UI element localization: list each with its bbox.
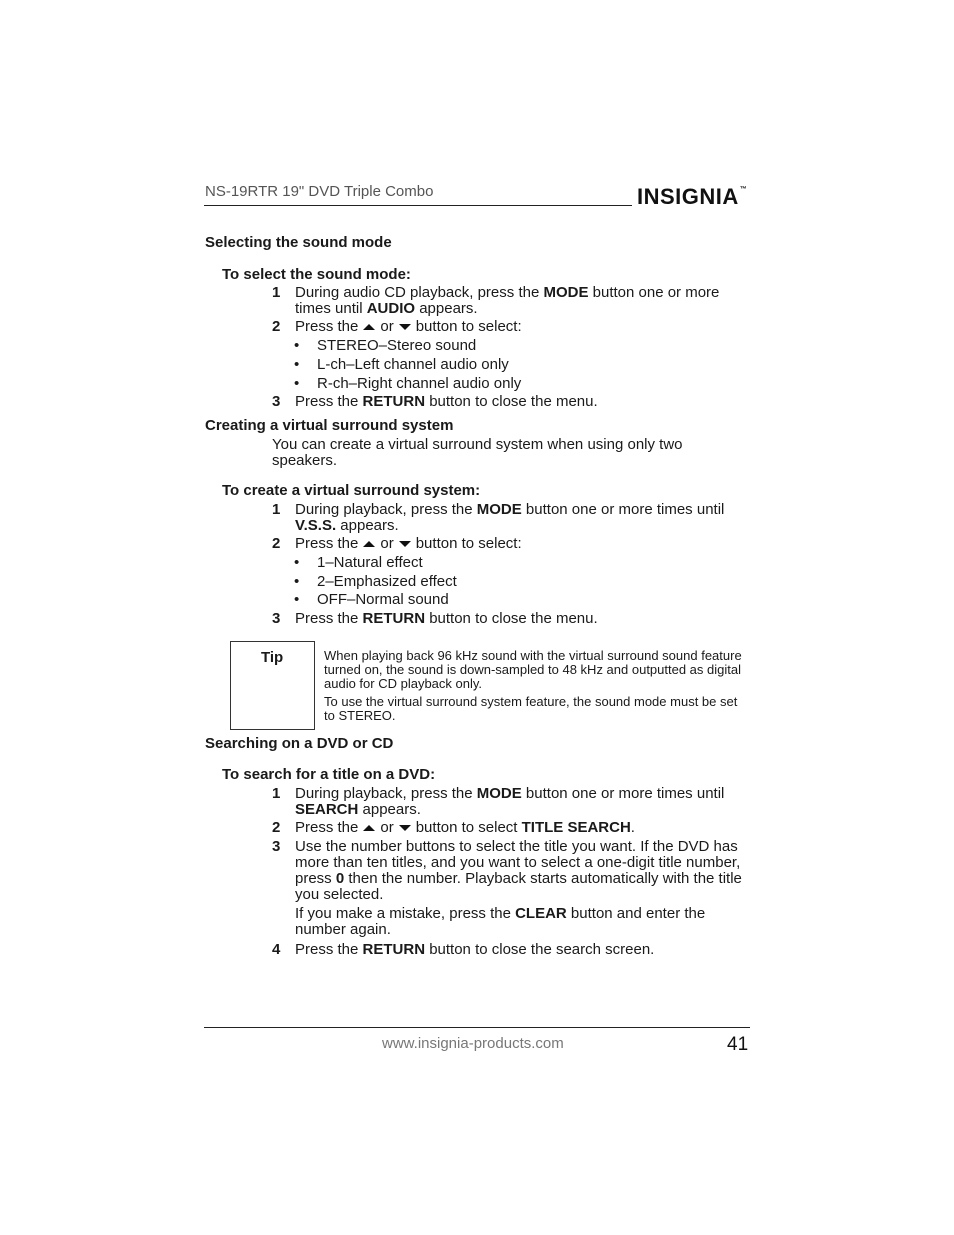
section-heading-virtual-surround: Creating a virtual surround system [205, 417, 454, 434]
up-arrow-icon [363, 825, 375, 831]
subheading-create-virtual-surround: To create a virtual surround system: [222, 482, 481, 499]
document-title: NS-19RTR 19" DVD Triple Combo [205, 183, 434, 200]
section-heading-sound-mode: Selecting the sound mode [205, 234, 392, 251]
tip-label: Tip [261, 649, 284, 666]
down-arrow-icon [399, 825, 411, 831]
footer-rule [204, 1027, 750, 1028]
subheading-search-title: To search for a title on a DVD: [222, 766, 436, 783]
header-rule [204, 205, 632, 206]
page-number: 41 [727, 1034, 749, 1055]
insignia-logo: INSIGNIA™ [637, 184, 748, 209]
up-arrow-icon [363, 324, 375, 330]
virtual-surround-intro: You can create a virtual surround system when using only two speakers. [272, 436, 683, 469]
section-heading-searching: Searching on a DVD or CD [205, 735, 394, 752]
subheading-select-sound-mode: To select the sound mode: [222, 266, 411, 283]
tip-text-2: To use the virtual surround system feature, the sound mode must be set to STEREO. [324, 694, 738, 723]
tip-text-1: When playing back 96 kHz sound with the virtual surround sound feature turned on, the sound is down-sampled to 48 kHz and outputted as digital audio for CD playback only. [324, 648, 742, 691]
down-arrow-icon [399, 541, 411, 547]
footer-url[interactable]: www.insignia-products.com [382, 1035, 564, 1052]
down-arrow-icon [399, 324, 411, 330]
up-arrow-icon [363, 541, 375, 547]
